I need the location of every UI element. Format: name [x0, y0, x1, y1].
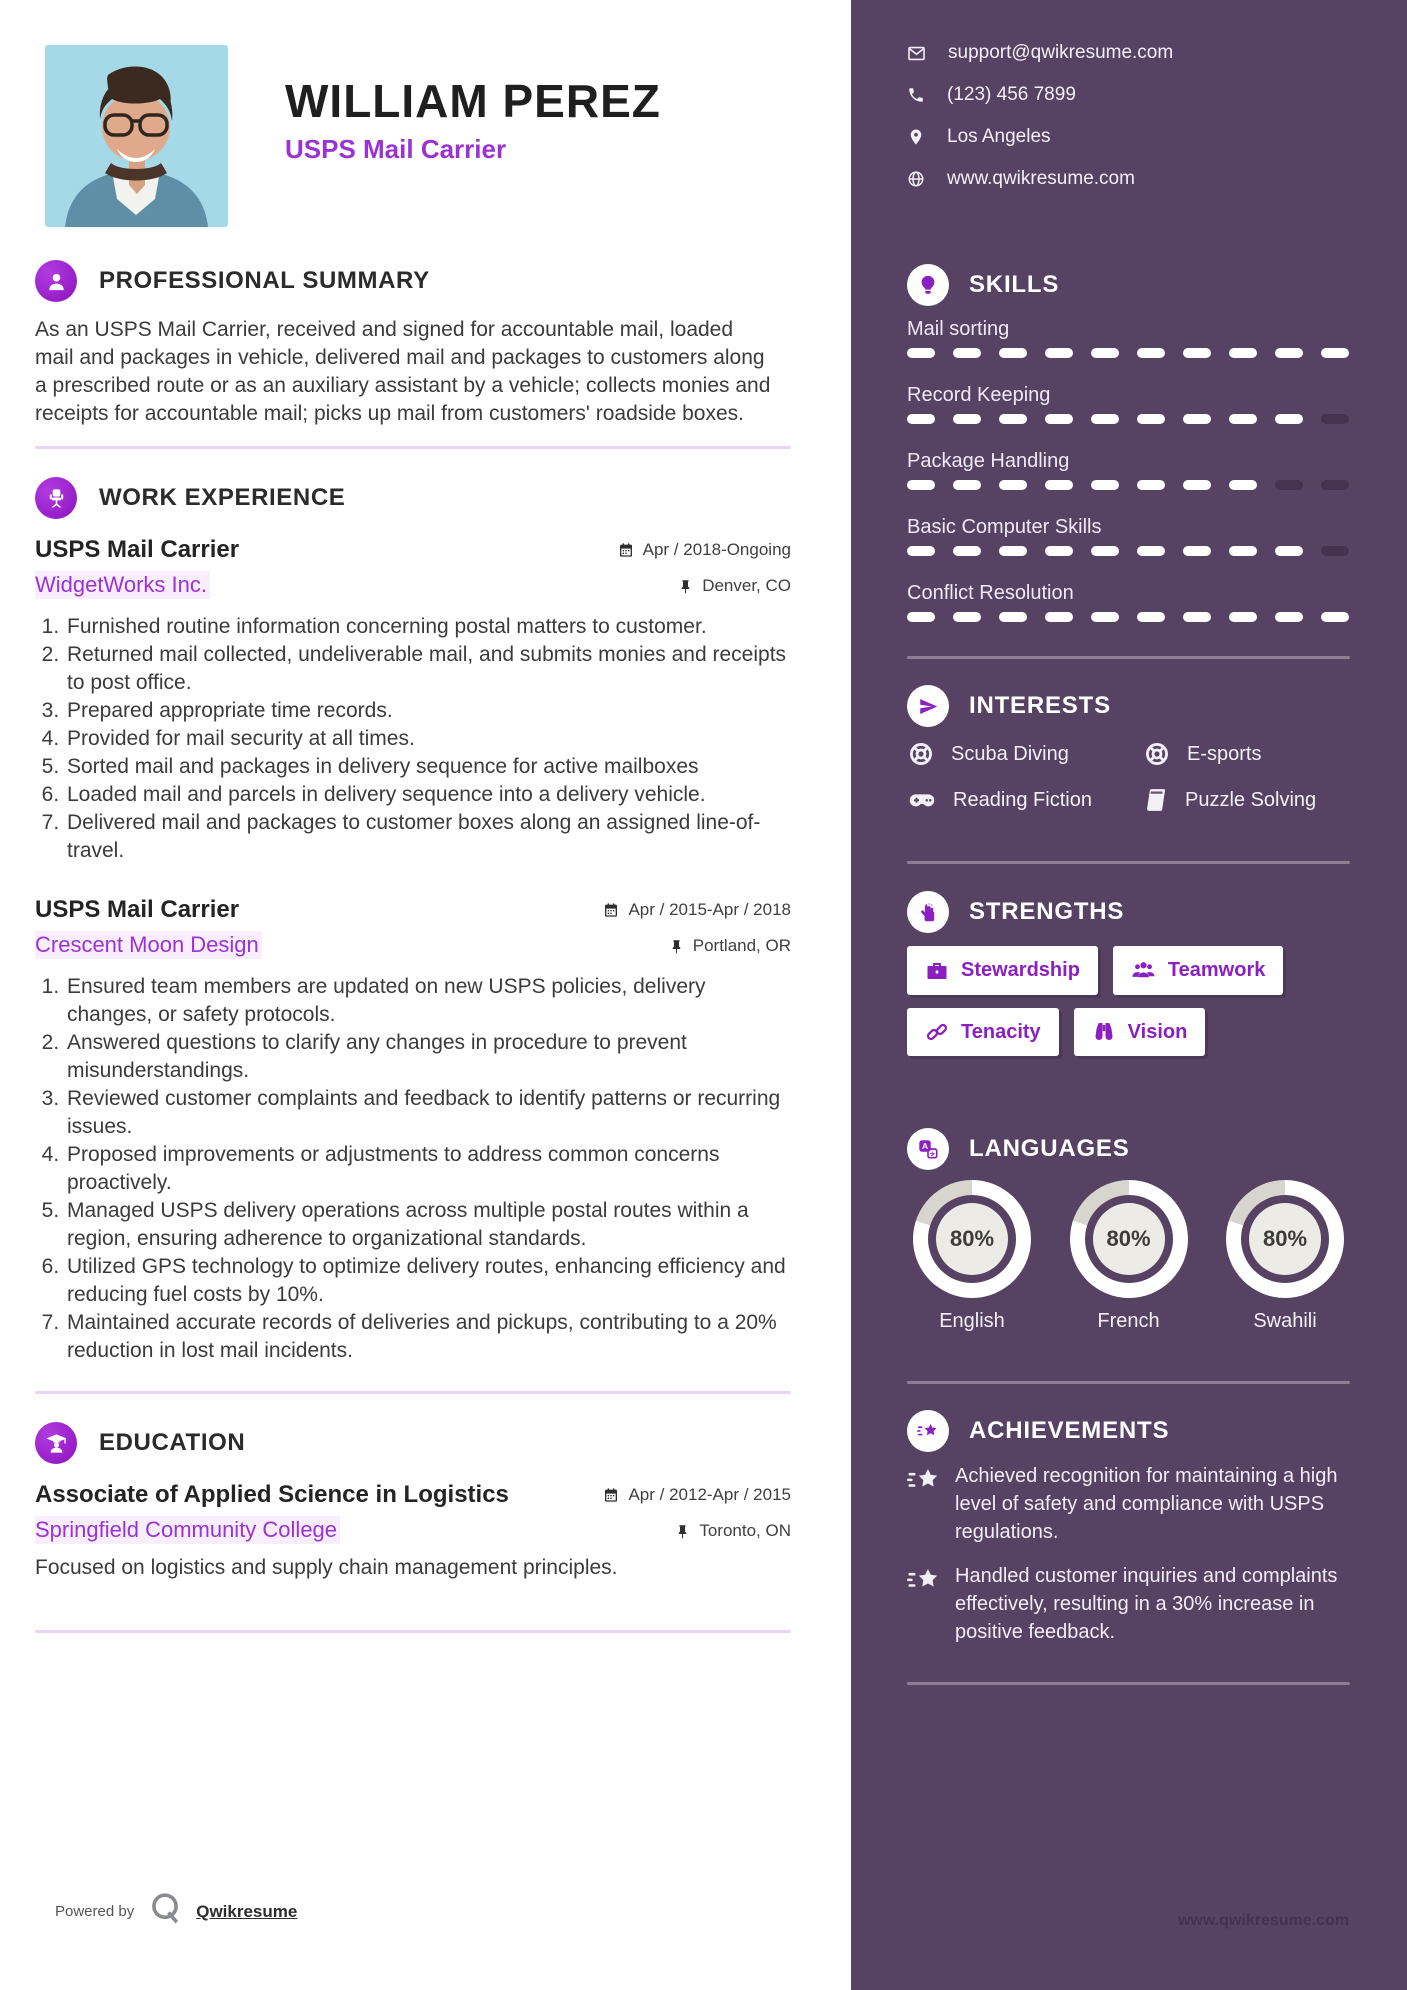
- contact-phone[interactable]: [907, 82, 1350, 108]
- section-title: PROFESSIONAL SUMMARY: [99, 267, 430, 294]
- education-description: Focused on logistics and supply chain management principles.: [35, 1556, 618, 1579]
- person-icon: [35, 260, 77, 302]
- language-progress-ring: [1226, 1180, 1344, 1298]
- strength-pill: [907, 946, 1098, 995]
- skill-dash: [1229, 546, 1257, 556]
- divider: [907, 1682, 1350, 1685]
- gamepad-icon: [907, 785, 937, 815]
- section-interests: [907, 685, 1350, 864]
- pushpin-icon: [675, 1524, 690, 1539]
- interest-item: [907, 739, 1143, 769]
- skill-dash: [1229, 612, 1257, 622]
- envelope-icon: [907, 44, 926, 63]
- section-education: [35, 1422, 791, 1582]
- section-title: WORK EXPERIENCE: [99, 484, 346, 511]
- skill-name: Package Handling: [907, 450, 1070, 472]
- skill-name: Conflict Resolution: [907, 582, 1074, 604]
- contact-location: [907, 124, 1350, 150]
- section-title: SKILLS: [969, 271, 1060, 298]
- skill-dash: [999, 348, 1027, 358]
- skill-dash: [907, 612, 935, 622]
- portrait-illustration: [45, 45, 228, 227]
- skill-row: [907, 448, 1350, 490]
- book-icon: [1143, 787, 1169, 813]
- strength-row: [907, 946, 1350, 995]
- powered-by-label: Powered by: [55, 1903, 135, 1920]
- graduation-cap-icon: [35, 1422, 77, 1464]
- job-bullet: 1. Furnished routine information concerning postal matters to customer.: [65, 613, 791, 641]
- fist-icon: [907, 891, 949, 933]
- section-header: [35, 477, 791, 519]
- contact-website-text: www.qwikresume.com: [947, 168, 1135, 189]
- job-dates: [618, 535, 791, 565]
- divider: [35, 446, 791, 449]
- job-bullet: 6. Utilized GPS technology to optimize delivery routes, enhancing efficiency and reducing fuel costs by 10%.: [65, 1253, 791, 1309]
- job-header: [35, 535, 791, 601]
- job-dates: [603, 895, 791, 925]
- skill-dash: [999, 414, 1027, 424]
- job-location-text: Denver, CO: [702, 576, 791, 595]
- person-name: WILLIAM PEREZ: [285, 75, 661, 127]
- education-location: [603, 1516, 791, 1546]
- skill-level-bar: [907, 612, 1350, 622]
- skill-dash: [1321, 480, 1349, 490]
- job-company: Crescent Moon Design: [35, 931, 603, 959]
- job-dates-text: Apr / 2015-Apr / 2018: [628, 900, 791, 919]
- divider: [907, 861, 1350, 864]
- achievement-item: [907, 1562, 1350, 1646]
- qwikresume-link[interactable]: Qwikresume: [196, 1901, 298, 1921]
- skill-row: [907, 580, 1350, 622]
- section-achievements: [907, 1410, 1350, 1685]
- job-dates-text: Apr / 2018-Ongoing: [642, 540, 791, 559]
- job-bullet-list: [35, 613, 791, 865]
- skill-dash: [1183, 612, 1211, 622]
- skill-level-bar: [907, 348, 1350, 358]
- language-donuts: [907, 1180, 1350, 1333]
- job-bullet: 7. Delivered mail and packages to customer boxes along an assigned line-of-travel.: [65, 809, 791, 865]
- skill-dash: [999, 546, 1027, 556]
- achievement-text: Handled customer inquiries and complaints effectively, resulting in a 30% increase in positive feedback.: [955, 1565, 1338, 1643]
- globe-icon: [907, 170, 925, 188]
- skill-dash: [999, 612, 1027, 622]
- calendar-icon: [603, 1487, 619, 1503]
- interest-item: [1143, 785, 1350, 815]
- divider: [907, 1381, 1350, 1384]
- education-location-text: Toronto, ON: [699, 1521, 791, 1540]
- phone-icon: [907, 86, 925, 104]
- contact-location-text: Los Angeles: [947, 126, 1051, 147]
- skill-dash: [1321, 414, 1349, 424]
- contact-email-text: support@qwikresume.com: [948, 42, 1174, 63]
- skill-level-bar: [907, 480, 1350, 490]
- section-header: [907, 1410, 1350, 1452]
- team-icon: [1131, 958, 1156, 983]
- section-header: [907, 685, 1350, 727]
- job-bullet-list: [35, 973, 791, 1365]
- summary-text: As an USPS Mail Carrier, received and signed for accountable mail, loaded mail and packages in vehicle, delivered mail and packages to customers along a prescribed route or as an auxiliary assistant by a vehicle; collects monies and receipts for accountable mail; picks up mail from customers' roadside boxes.: [35, 318, 771, 425]
- section-strengths: [907, 891, 1350, 1056]
- interest-label: Puzzle Solving: [1185, 788, 1317, 811]
- job-bullet: 7. Maintained accurate records of deliveries and pickups, contributing to a 20% reduction in lost mail incidents.: [65, 1309, 791, 1365]
- skill-dash: [1137, 348, 1165, 358]
- education-dates-text: Apr / 2012-Apr / 2015: [628, 1485, 791, 1504]
- achievement-text: Achieved recognition for maintaining a high level of safety and compliance with USPS regulations.: [955, 1465, 1338, 1543]
- job-bullet: 5. Managed USPS delivery operations across multiple postal routes within a region, ensuring adherence to organizational standards.: [65, 1197, 791, 1253]
- briefcase-icon: [925, 959, 949, 983]
- job-bullet: 3. Reviewed customer complaints and feedback to identify patterns or recurring issues.: [65, 1085, 791, 1141]
- job-location-text: Portland, OR: [692, 936, 791, 955]
- office-chair-icon: [35, 477, 77, 519]
- language-progress-ring: [1070, 1180, 1188, 1298]
- language-percent: 80%: [936, 1203, 1008, 1275]
- language-progress-ring: [913, 1180, 1031, 1298]
- skill-dash: [1091, 546, 1119, 556]
- map-pin-icon: [907, 128, 925, 146]
- strength-pill: [1113, 946, 1283, 995]
- star-speed-icon: [907, 1463, 941, 1497]
- skill-dash: [953, 348, 981, 358]
- skill-dash: [1183, 546, 1211, 556]
- section-title: LANGUAGES: [969, 1135, 1130, 1162]
- skill-dash: [907, 480, 935, 490]
- skill-dash: [953, 480, 981, 490]
- skill-dash: [1275, 480, 1303, 490]
- interest-label: Reading Fiction: [953, 788, 1092, 811]
- qwikresume-logo: [148, 1891, 182, 1932]
- job-title: USPS Mail Carrier: [35, 896, 240, 923]
- skill-dash: [1045, 480, 1073, 490]
- profile-photo: [45, 45, 228, 227]
- skill-dash: [1045, 612, 1073, 622]
- skill-dash: [1183, 414, 1211, 424]
- contact-website[interactable]: [907, 166, 1350, 192]
- svg-text:A: A: [921, 1141, 929, 1151]
- interest-item: [907, 785, 1143, 815]
- education-entry: [35, 1480, 791, 1582]
- strength-label: Stewardship: [961, 959, 1080, 981]
- language-item: [907, 1180, 1037, 1333]
- interest-label: E-sports: [1187, 742, 1262, 765]
- skill-dash: [1091, 348, 1119, 358]
- job-entry: [35, 895, 791, 1365]
- interest-item: [1143, 739, 1350, 769]
- job-bullet: 5. Sorted mail and packages in delivery sequence for active mailboxes: [65, 753, 791, 781]
- sidebar: [851, 0, 1407, 1990]
- language-percent: 80%: [1093, 1203, 1165, 1275]
- contact-email[interactable]: [907, 40, 1350, 66]
- skill-dash: [1321, 546, 1349, 556]
- section-header: [35, 1422, 791, 1464]
- section-professional-summary: [35, 260, 791, 428]
- section-header: [907, 891, 1350, 933]
- skill-row: [907, 382, 1350, 424]
- skill-dash: [1275, 414, 1303, 424]
- section-header: [907, 264, 1350, 306]
- job-company: WidgetWorks Inc.: [35, 571, 618, 599]
- star-speed-icon: [907, 1563, 941, 1597]
- skills-list: [907, 316, 1350, 622]
- section-header: [907, 1128, 1350, 1170]
- section-title: INTERESTS: [969, 692, 1111, 719]
- job-bullet: 2. Answered questions to clarify any changes in procedure to prevent misunderstandings.: [65, 1029, 791, 1085]
- education-degree: Associate of Applied Science in Logistics: [35, 1481, 509, 1508]
- chain-link-icon: [925, 1020, 949, 1044]
- strength-pill: [1074, 1008, 1206, 1056]
- section-title: STRENGTHS: [969, 898, 1125, 925]
- skill-dash: [1183, 348, 1211, 358]
- strength-label: Teamwork: [1167, 959, 1266, 981]
- section-title: EDUCATION: [99, 1429, 246, 1456]
- skill-dash: [953, 612, 981, 622]
- skill-dash: [1275, 546, 1303, 556]
- section-languages: [907, 1128, 1350, 1384]
- page-footer: [55, 1891, 297, 1932]
- job-bullet: 4. Provided for mail security at all times.: [65, 725, 791, 753]
- job-header: [35, 895, 791, 961]
- skill-dash: [907, 414, 935, 424]
- job-title: USPS Mail Carrier: [35, 536, 240, 563]
- divider: [907, 656, 1350, 659]
- skill-level-bar: [907, 546, 1350, 556]
- skill-dash: [1091, 414, 1119, 424]
- section-header: [35, 260, 791, 302]
- education-dates: [603, 1480, 791, 1510]
- language-item: [1064, 1180, 1194, 1333]
- skill-dash: [1229, 480, 1257, 490]
- skill-dash: [1321, 612, 1349, 622]
- skill-dash: [1229, 348, 1257, 358]
- skill-name: Mail sorting: [907, 318, 1010, 340]
- achievement-item: [907, 1462, 1350, 1546]
- language-item: [1220, 1180, 1350, 1333]
- job-bullet: 3. Prepared appropriate time records.: [65, 697, 791, 725]
- strength-row: [907, 1008, 1350, 1056]
- calendar-icon: [618, 542, 634, 558]
- shooting-star-icon: [907, 1410, 949, 1452]
- strength-pill: [907, 1008, 1059, 1056]
- job-bullet: 6. Loaded mail and parcels in delivery sequence into a delivery vehicle.: [65, 781, 791, 809]
- language-label: Swahili: [1253, 1310, 1317, 1332]
- skill-dash: [1045, 414, 1073, 424]
- skill-dash: [1137, 546, 1165, 556]
- skill-dash: [907, 546, 935, 556]
- binoculars-icon: [1092, 1020, 1116, 1044]
- skill-dash: [953, 546, 981, 556]
- skill-dash: [1183, 480, 1211, 490]
- education-school: Springfield Community College: [35, 1516, 603, 1544]
- header-name-block: [285, 0, 791, 164]
- skill-dash: [1137, 612, 1165, 622]
- skill-dash: [1137, 480, 1165, 490]
- strength-label: Vision: [1127, 1020, 1188, 1043]
- skill-dash: [1045, 546, 1073, 556]
- job-location: [618, 571, 791, 601]
- job-bullet: 4. Proposed improvements or adjustments to address common concerns proactively.: [65, 1141, 791, 1197]
- job-bullet: 1. Ensured team members are updated on new USPS policies, delivery changes, or safety protocols.: [65, 973, 791, 1029]
- paper-plane-icon: [907, 685, 949, 727]
- life-ring-icon: [1143, 740, 1171, 768]
- job-bullet: 2. Returned mail collected, undeliverable mail, and submits monies and receipts to post office.: [65, 641, 791, 697]
- life-ring-icon: [907, 740, 935, 768]
- language-label: English: [939, 1310, 1005, 1332]
- skill-name: Record Keeping: [907, 384, 1051, 406]
- pushpin-icon: [669, 939, 684, 954]
- skill-row: [907, 316, 1350, 358]
- pushpin-icon: [678, 579, 693, 594]
- calendar-icon: [603, 902, 619, 918]
- divider: [35, 1630, 791, 1633]
- contact-phone-text: (123) 456 7899: [947, 84, 1076, 105]
- skill-dash: [907, 348, 935, 358]
- divider: [35, 1391, 791, 1394]
- job-entry: [35, 535, 791, 865]
- skill-dash: [1091, 612, 1119, 622]
- language-percent: 80%: [1249, 1203, 1321, 1275]
- strength-label: Tenacity: [961, 1020, 1041, 1043]
- interest-label: Scuba Diving: [951, 742, 1069, 765]
- section-skills: [907, 264, 1350, 659]
- skill-name: Basic Computer Skills: [907, 516, 1102, 538]
- language-label: French: [1097, 1310, 1160, 1332]
- section-work-experience: [35, 477, 791, 1365]
- sidebar-footer-url[interactable]: www.qwikresume.com: [1177, 1912, 1349, 1929]
- job-location: [603, 931, 791, 961]
- lightbulb-icon: [907, 264, 949, 306]
- skill-dash: [1321, 348, 1349, 358]
- skill-dash: [1137, 414, 1165, 424]
- interests-grid: [907, 739, 1350, 815]
- skill-dash: [1229, 414, 1257, 424]
- skill-dash: [1275, 348, 1303, 358]
- skill-row: [907, 514, 1350, 556]
- skill-dash: [1091, 480, 1119, 490]
- skill-level-bar: [907, 414, 1350, 424]
- translate-icon: [907, 1128, 949, 1170]
- skill-dash: [1045, 348, 1073, 358]
- skill-dash: [1275, 612, 1303, 622]
- person-job-title: USPS Mail Carrier: [285, 134, 507, 164]
- section-title: ACHIEVEMENTS: [969, 1417, 1170, 1444]
- skill-dash: [999, 480, 1027, 490]
- education-header: [35, 1480, 791, 1546]
- skill-dash: [953, 414, 981, 424]
